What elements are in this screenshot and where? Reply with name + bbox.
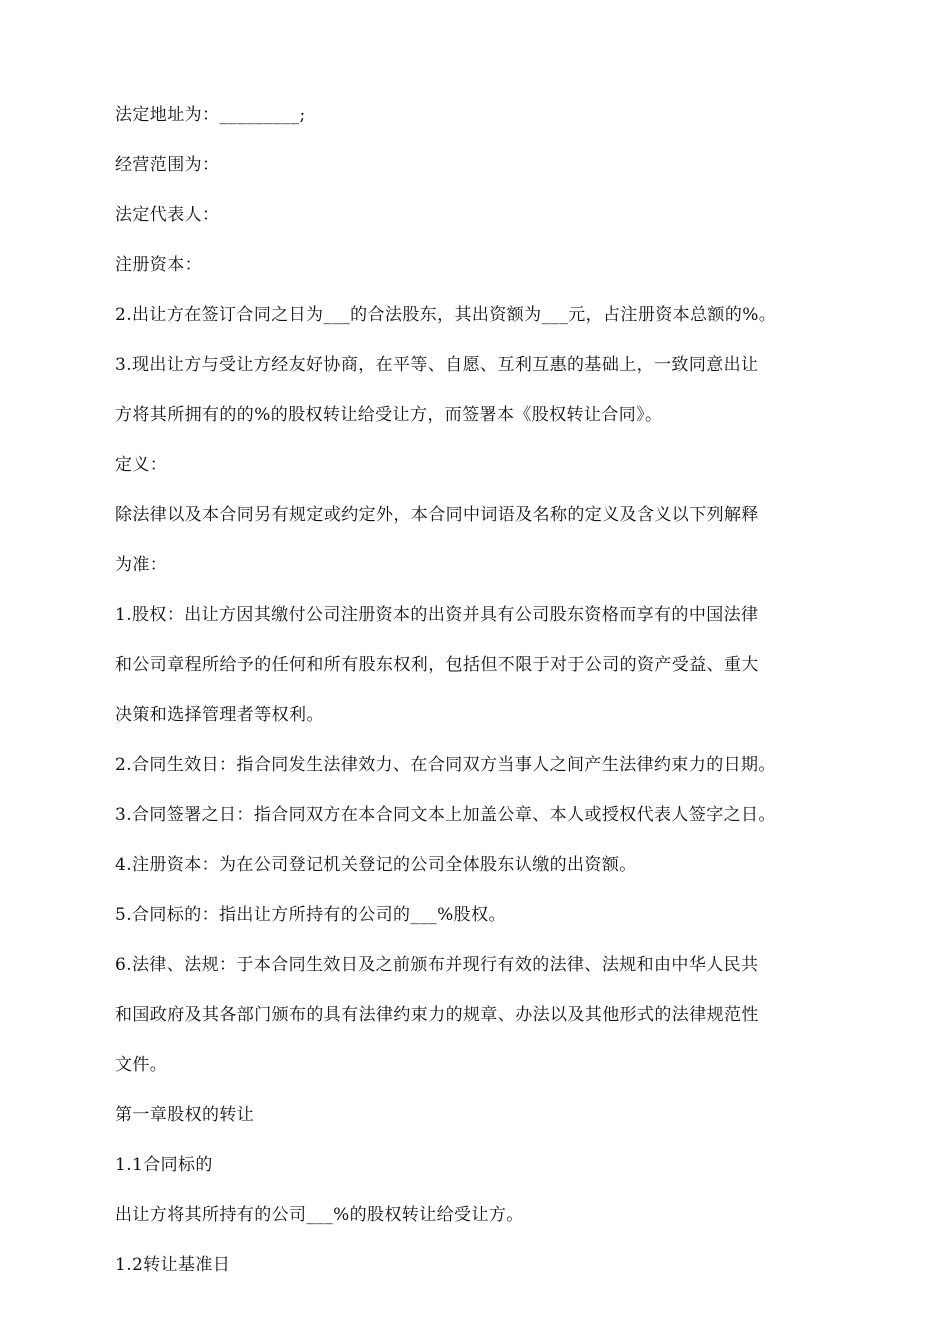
text-line-clause-3-a: 3.现出让方与受让方经友好协商，在平等、自愿、互利互惠的基础上，一致同意出让 [115,355,759,375]
text-line-def-4: 4.注册资本：为在公司登记机关登记的公司全体股东认缴的出资额。 [115,855,637,875]
section-heading-definitions: 定义： [115,455,168,475]
text-line-clause-3-b: 方将其所拥有的的%的股权转让给受让方，而签署本《股权转让合同》。 [115,405,663,425]
text-line-def-6-b: 和国政府及其各部门颁布的具有法律约束力的规章、办法以及其他形式的法律规范性 [115,1005,759,1025]
text-line-1-1-body: 出让方将其所持有的公司___%的股权转让给受让方。 [115,1205,524,1225]
section-heading-1-1: 1.1合同标的 [115,1155,213,1175]
text-line-def-5: 5.合同标的：指出让方所持有的公司的___%股权。 [115,905,506,925]
chapter-heading-equity-transfer: 第一章股权的转让 [115,1105,255,1125]
text-line-def-1-c: 决策和选择管理者等权利。 [115,705,324,725]
text-line-business-scope: 经营范围为： [115,155,220,175]
text-line-def-6-c: 文件。 [115,1055,168,1075]
text-line-legal-representative: 法定代表人： [115,205,220,225]
text-line-def-3: 3.合同签署之日：指合同双方在本合同文本上加盖公章、本人或授权代表人签字之日。 [115,805,776,825]
text-line-def-1-a: 1.股权：出让方因其缴付公司注册资本的出资并具有公司股东资格而享有的中国法律 [115,605,759,625]
text-line-definitions-intro-b: 为准： [115,555,168,575]
text-line-definitions-intro-a: 除法律以及本合同另有规定或约定外，本合同中词语及名称的定义及含义以下列解释 [115,505,759,525]
text-line-def-6-a: 6.法律、法规：于本合同生效日及之前颁布并现行有效的法律、法规和由中华人民共 [115,955,759,975]
text-line-clause-2: 2.出让方在签订合同之日为___的合法股东，其出资额为___元，占注册资本总额的%。 [115,305,777,325]
text-line-registered-capital: 注册资本： [115,255,202,275]
text-line-def-2: 2.合同生效日：指合同发生法律效力、在合同双方当事人之间产生法律约束力的日期。 [115,755,776,775]
text-line-def-1-b: 和公司章程所给予的任何和所有股东权利，包括但不限于对于公司的资产受益、重大 [115,655,759,675]
section-heading-1-2: 1.2转让基准日 [115,1255,231,1275]
text-line-legal-address: 法定地址为：_________; [115,105,306,125]
